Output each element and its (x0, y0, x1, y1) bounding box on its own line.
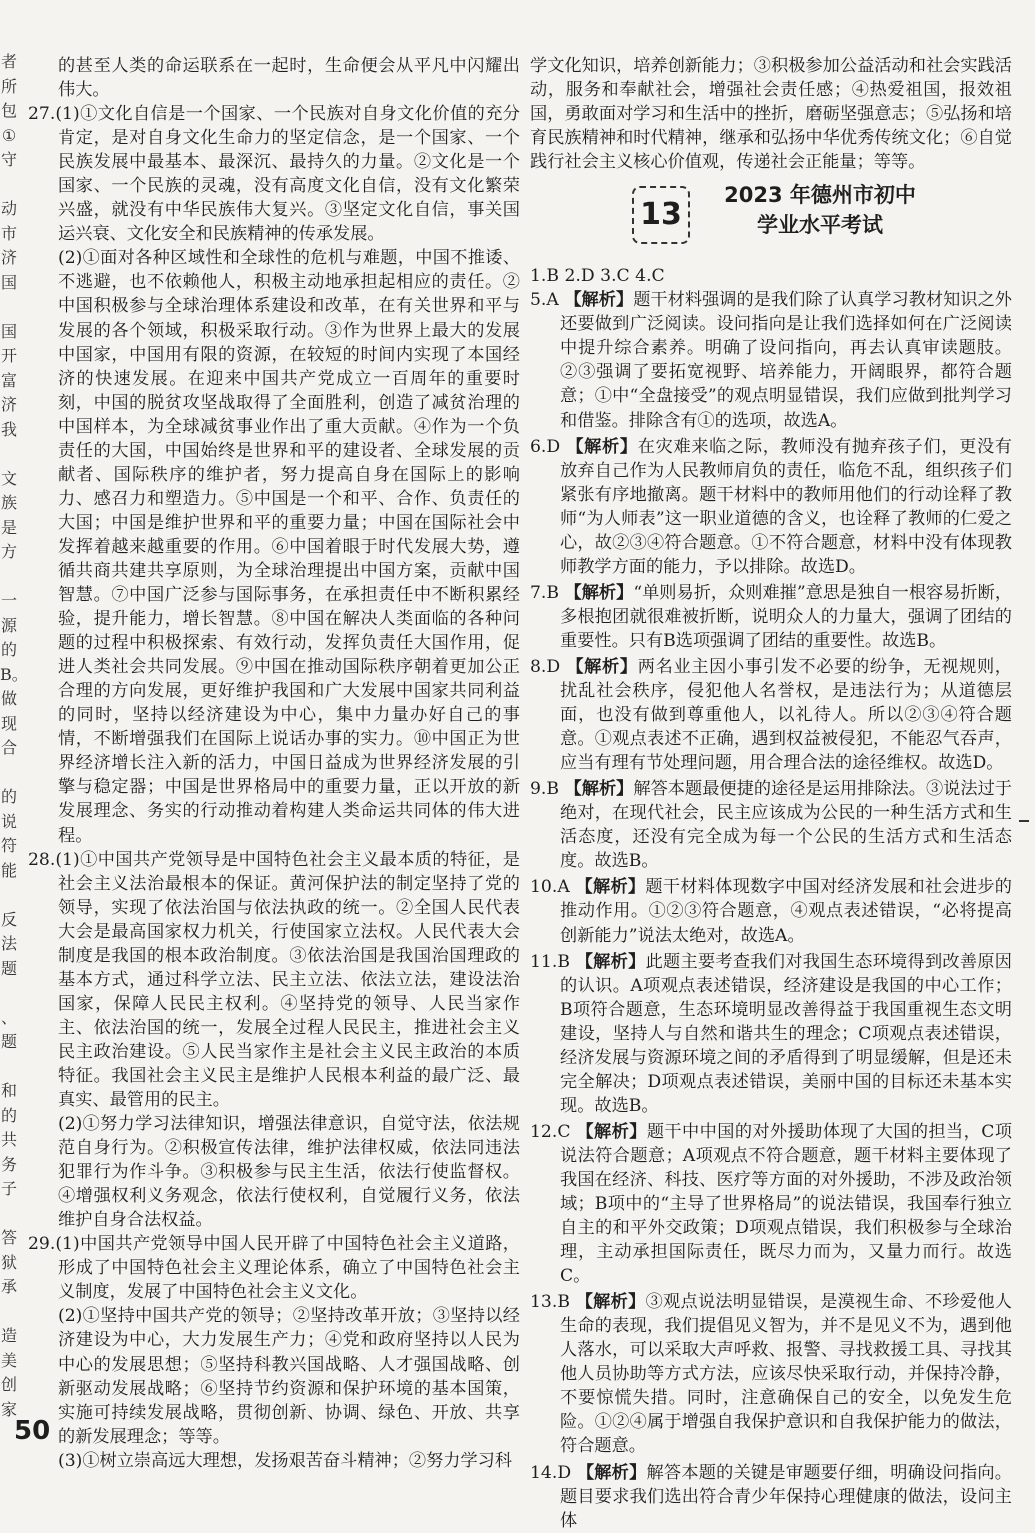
analysis-text: ③观点说法明显错误，是漠视生命、不珍爱他人生命的表现，我们提倡见义智为，并不是见义不为，遇到他人落水，可以采取大声呼救、报警、寻找救援工具、寻找其他人员协助等方式方法，应该尽快采取行动，并保持冷静，不要惊慌失措。同时，注意确保自己的安全，以免发生危险。①②④属于增强自我保护意识和自我保护能力的做法，符合题意。 (560, 1292, 1012, 1457)
edge-char: 子 (0, 1179, 17, 1198)
edge-char (0, 295, 18, 320)
answer-number: 13.B (530, 1292, 570, 1313)
q29-part3: (3)①树立崇高远大理想，发扬艰苦奋斗精神；②努力学习科 (58, 1450, 513, 1471)
edge-char: 的 (0, 640, 17, 659)
edge-char: 济 (0, 395, 17, 414)
edge-char: 美 (0, 1350, 17, 1370)
answer-item (530, 1290, 1012, 1458)
answer-item (530, 655, 1012, 775)
analysis-tag: 【解析】 (566, 436, 638, 457)
edge-char: 济 (0, 248, 17, 267)
edge-char: 务 (0, 1154, 17, 1174)
edge-char: 题 (0, 958, 17, 978)
answer-number: 8.D (530, 656, 561, 677)
exam-header (530, 180, 1012, 258)
edge-char: 的 (0, 1105, 17, 1125)
edge-char: 我 (0, 419, 17, 439)
edge-char: 反 (0, 909, 17, 929)
analysis-text: 题干材料体现数字中国对经济发展和社会进步的推动作用。①②③符合题意，④观点表述错误，“必将提高创新能力”说法太绝对，故选A。 (560, 877, 1012, 946)
analysis-tag: 【解析】 (566, 656, 638, 677)
answer-number: 9.B (530, 779, 560, 800)
edge-char: 方 (0, 542, 17, 561)
analysis-tag: 【解析】 (564, 582, 634, 603)
right-column (530, 54, 1012, 1533)
edge-char: 说 (0, 811, 17, 831)
edge-char: 一 (0, 591, 17, 610)
edge-char: 法 (0, 934, 17, 953)
edge-char: 共 (0, 1130, 17, 1149)
analysis-tag: 【解析】 (575, 877, 646, 898)
answer-item (530, 581, 1012, 653)
q28-part2: (2)①努力学习法律知识，增强法律意识，自觉守法，依法规范自身行为。②积极宣传法律，维护法律权威，依法同违法犯罪行为作斗争。③积极参与民主生活，依法行使监督权。④增强权利义务观念，依法行使权利，自觉履行义务，依法维护自身合法权益。 (58, 1114, 520, 1231)
edge-char: 的 (0, 787, 17, 806)
margin-tick (1019, 820, 1029, 822)
analysis-text: 解答本题的关键是审题要仔细，明确设问指向。题目要求我们选出符合青少年保持心理健康的做法，设问主体 (560, 1462, 1012, 1531)
edge-char: 富 (0, 370, 17, 390)
exam-number-badge: 13 (632, 186, 690, 244)
edge-char: 现 (0, 713, 17, 733)
analysis-text: 两名业主因小事引发不必要的纷争，无视规则，扰乱社会秩序，侵犯他人名誉权，是违法行为；从道德层面，也没有做到尊重他人，以礼待人。所以②③④符合题意。①观点表述不正确，遇到权益被侵犯，不能忍气吞声，应当有理有节处理问题，用合理合法的途径维权。故选D。 (560, 656, 1012, 774)
edge-char: 符 (0, 836, 17, 855)
page-number: 50 (14, 1416, 51, 1446)
q29-part2: (2)①坚持中国共产党的领导；②坚持改革开放；③坚持以经济建设为中心，大力发展生产力；④党和政府坚持以人民为中心的发展思想；⑤坚持科教兴国战略、人才强国战略、创新驱动发展战略；⑥坚持节约资源和保护环境的基本国策，实施可持续发展战略，贯彻创新、协调、绿色、开放、共享的新发展理念；等等。 (58, 1306, 520, 1447)
edge-char: 能 (0, 860, 17, 880)
edge-char: 承 (0, 1277, 17, 1296)
edge-char: 文 (0, 468, 17, 488)
edge-char: 创 (0, 1375, 17, 1394)
edge-char: 、 (0, 1007, 17, 1027)
answer-number: 6.D (530, 436, 561, 457)
edge-char (0, 442, 18, 467)
edge-char (0, 981, 18, 1006)
edge-char: 题 (0, 1032, 17, 1051)
left-column (28, 54, 520, 1473)
analysis-tag: 【解析】 (575, 951, 646, 972)
edge-char: 造 (0, 1326, 17, 1345)
answer-number: 11.B (530, 951, 570, 972)
analysis-text: 题干材料强调的是我们除了认真学习教材知识之外还要做到广泛阅读。设问指向是让我们选择如何在广泛阅读中提升综合素养。明确了设问指向，再去认真审读题肢。②③强调了要拓宽视野、培养能力，开阔眼界，都符合题意；①中“全盘接受”的观点明显错误，我们应做到批判学习和借鉴。排除含有①的选项，故选A。 (560, 290, 1012, 431)
edge-char: 合 (0, 738, 17, 757)
analysis-text: 在灾难来临之际，教师没有抛弃孩子们，更没有放弃自己作为人民教师肩负的责任，临危不乱，组织孩子们紧张有序地撤离。题干材料中的教师用他们的行动诠释了教师“为人师表”这一职业道德的含义，也诠释了教师的仁爱之心，故②③④符合题意。①不符合题意，材料中没有体现教师教学方面的能力，予以排除。故选D。 (560, 436, 1012, 577)
answer-number: 10.A (530, 877, 570, 898)
edge-char (0, 883, 18, 908)
edge-char (0, 1202, 18, 1227)
answer-item (530, 1461, 1012, 1533)
edge-char (0, 761, 18, 786)
analysis-text: 此题主要考查我们对我国生态环境得到改善原因的认识。A项观点表述错误，经济建设是我国的中心工作；B项符合题意，生态环境明显改善得益于我国重视生态文明建设，坚持人与自然和谐共生的理念；C项观点表述错误，经济发展与资源环境之间的矛盾得到了明显缓解，但是还未完全解决；D项观点表述错误，美丽中国的目标还未基本实现。故选B。 (560, 951, 1012, 1116)
analysis-tag: 【解析】 (564, 779, 634, 800)
answer-number: 14.D (530, 1462, 572, 1483)
edge-char (0, 1300, 18, 1325)
edge-char: 国 (0, 272, 17, 292)
edge-char: 开 (0, 346, 17, 365)
edge-char: 守 (0, 150, 17, 169)
edge-char: 者 (0, 52, 17, 71)
edge-char: ① (1, 125, 17, 145)
answer-item (530, 1120, 1012, 1288)
analysis-tag: 【解析】 (576, 1462, 647, 1483)
answer-item (530, 288, 1012, 432)
edge-char: 动 (0, 199, 17, 218)
answer-number: 12.C (530, 1121, 571, 1142)
q28-part1: 28.(1)①中国共产党领导是中国特色社会主义最本质的特征，是社会主义法治最根本的保证。黄河保护法的制定坚持了党的领导，实现了依法治国与依法执政的统一。②全国人民代表大会是最高国家权力机关，行使国家立法权。人民代表大会制度是我国的根本政治制度。③依法治国是我国治国理政的基本方式，通过科学立法、民主立法、依法立法，建设法治国家，保障人民民主权利。④坚持党的领导、人民当家作主、依法治国的统一，发展全过程人民民主，推进社会主义民主政治建设。⑤人民当家作主是社会主义民主政治的本质特征。我国社会主义民主是维护人民根本利益的最广泛、最真实、最管用的民主。 (28, 849, 520, 1111)
analysis-text: “单则易折，众则难摧”意思是独自一根容易折断，多根抱团就很难被折断，说明众人的力量大，强调了团结的重要性。只有B选项强调了团结的重要性。故选B。 (560, 582, 1013, 651)
answer-list (530, 288, 1012, 1532)
edge-char: 所 (0, 76, 17, 96)
answer-number: 7.B (530, 582, 560, 603)
analysis-tag: 【解析】 (564, 290, 634, 311)
analysis-text: 解答本题最便捷的途径是运用排除法。③说法过于绝对，在现代社会，民主应该成为公民的一种生活方式和生活态度，还没有完全成为每一个公民的生活方式和生活态度。故选B。 (560, 779, 1012, 872)
edge-char: 和 (0, 1081, 17, 1100)
answer-item (530, 777, 1012, 873)
edge-char: 答 (0, 1228, 17, 1247)
answer-item (530, 950, 1012, 1118)
analysis-tag: 【解析】 (576, 1121, 647, 1142)
edge-char: 族 (0, 493, 17, 512)
edge-char (0, 565, 18, 590)
q27-part2: (2)①面对各种区域性和全球性的危机与难题，中国不推诿、不逃避，也不依赖他人，积极主动地承担起相应的责任。②中国积极参与全球治理体系建设和改革，在有关世界和平与发展的各个领域，积极采取行动。③作为世界上最大的发展中国家，中国用有限的资源，在较短的时间内实现了本国经济的快速发展。在迎来中国共产党成立一百周年的重要时刻，中国的脱贫攻坚战取得了全面胜利，创造了减贫治理的中国样本，为全球减贫事业作出了重大贡献。④作为一个负责任的大国，中国始终是世界和平的建设者、全球发展的贡献者、国际秩序的维护者，努力提高自身在国际上的影响力、感召力和塑造力。⑤中国是一个和平、合作、负责任的大国；中国是维护世界和平的重要力量；中国在国际社会中发挥着越来越重要的作用。⑥中国着眼于时代发展大势，遵循共商共建共享原则，为全球治理提出中国方案，贡献中国智慧。⑦中国广泛参与国际事务，在承担责任中不断积累经验，提升能力，增长智慧。⑧中国在解决人类面临的各种问题的过程中积极探索、有效行动，发挥负责任大国作用，促进人类社会共同发展。⑨中国在推动国际秩序朝着更加公正合理的方向发展，更好维护我国和广大发展中国家共同利益的同时，坚持以经济建设为中心，集中力量办好自己的事情，不断增强我们在国际上说话办事的实力。⑩中国正为世界经济增长注入新的活力，中国日益成为世界经济发展的引擎与稳定器；中国是世界格局中的重要力量，正以开放的新发展理念、务实的行动推动着构建人类命运共同体的伟大进程。 (58, 248, 520, 846)
edge-char: 市 (0, 223, 17, 243)
intro-paragraph: 的甚至人类的命运联系在一起时，生命便会从平凡中闪耀出伟大。 (58, 56, 520, 101)
edge-char: 家 (0, 1399, 17, 1419)
edge-char: 国 (0, 321, 17, 341)
q29-part1: 29.(1)中国共产党领导中国人民开辟了中国特色社会主义道路，形成了中国特色社会主义理论体系，确立了中国特色社会主义制度，发展了中国特色社会主义文化。 (28, 1234, 520, 1303)
answer-item (530, 435, 1012, 579)
edge-char: B。 (0, 664, 28, 684)
left-edge-margin-text (0, 50, 28, 1422)
q29-continuation: 学文化知识，培养创新能力；③积极参加公益活动和社会实践活动，服务和奉献社会，增强社会责任感；④热爱祖国，报效祖国，勇敢面对学习和生活中的挫折，磨砺坚强意志；⑤弘扬和培育民族精神和时代精神，继承和弘扬中华优秀传统文化；⑥自觉践行社会主义核心价值观，传递社会正能量；等等。 (530, 56, 1012, 173)
edge-char: 狱 (0, 1252, 17, 1272)
analysis-text: 题干中中国的对外援助体现了大国的担当，C项说法符合题意；A项观点不符合题意，题干材料主要体现了我国在经济、科技、医疗等方面的对外援助，不涉及政治领域；B项中的“主导了世界格局”的说法错误，我国奉行独立自主的和平外交政策；D项观点错误，我们积极参与全球治理，主动承担国际责任，既尽力而为，又量力而行。故选C。 (560, 1121, 1013, 1287)
edge-char: 做 (0, 689, 17, 708)
analysis-tag: 【解析】 (575, 1292, 646, 1313)
answer-item (530, 875, 1012, 947)
edge-char: 源 (0, 615, 17, 635)
exam-title: 2023 年德州市初中 学业水平考试 (724, 183, 916, 238)
edge-char: 包 (0, 101, 17, 120)
answers-1-4: 1.B 2.D 3.C 4.C (530, 266, 665, 287)
answer-number: 5.A (530, 290, 559, 311)
q27-part1: 27.(1)①文化自信是一个国家、一个民族对自身文化价值的充分肯定，是对自身文化生命力的坚定信念，是一个国家、一个民族发展中最基本、最深沉、最持久的力量。②文化是一个国家、一个民族的灵魂，没有高度文化自信，没有文化繁荣兴盛，就没有中华民族伟大复兴。③坚定文化自信，事关国运兴衰、文化安全和民族精神的传承发展。 (28, 104, 520, 245)
edge-char (0, 173, 18, 198)
edge-char (0, 1055, 18, 1080)
edge-char: 是 (0, 517, 17, 537)
